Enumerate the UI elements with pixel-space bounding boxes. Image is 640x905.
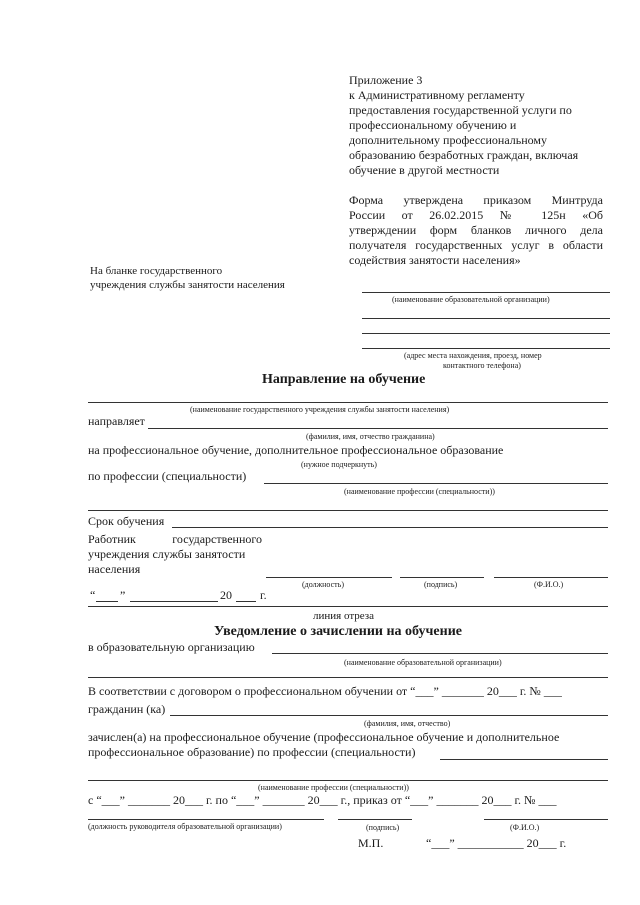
fio-short-line-2[interactable] — [484, 819, 608, 820]
to-org-line[interactable] — [272, 653, 608, 654]
address-line[interactable] — [362, 318, 610, 319]
appendix-line: Приложение 3 — [349, 73, 423, 87]
notification-title: Уведомление о зачислении на обучение — [214, 624, 462, 639]
citizen-line[interactable] — [170, 715, 608, 716]
signature-caption: (подпись) — [424, 580, 458, 589]
letterhead-line: учреждения службы занятости населения — [90, 279, 285, 291]
citizen-label: гражданин (ка) — [88, 702, 166, 716]
address-line[interactable] — [362, 348, 610, 349]
date-year-prefix: 20 — [220, 588, 232, 602]
edu-org-name-line[interactable] — [362, 292, 610, 293]
profession-extra-line[interactable] — [88, 510, 608, 511]
fio-caption: (фамилия, имя, отчество гражданина) — [306, 432, 435, 441]
position-line[interactable] — [266, 577, 392, 578]
date-quote-close: ” — [120, 588, 126, 602]
date-suffix: г. — [260, 588, 267, 602]
signature-line-2[interactable] — [338, 819, 412, 820]
referral-title: Направление на обучение — [262, 372, 426, 387]
fio-caption-2: (фамилия, имя, отчество) — [364, 719, 451, 728]
profession-caption-2: (наименование профессии (специальности)) — [258, 783, 409, 792]
fio-short-line[interactable] — [494, 577, 608, 578]
appendix-line: профессиональному обучению и — [349, 118, 517, 132]
worker-label: населения — [88, 562, 141, 576]
edu-org-name-caption-2: (наименование образовательной организации) — [344, 658, 502, 667]
profession-label: по профессии (специальности) — [88, 469, 247, 483]
institution-caption: (наименование государственного учреждения службы занятости населения) — [190, 405, 450, 414]
form-approval-line: утверждении форм бланков личного дела — [349, 223, 603, 237]
profession-caption: (наименование профессии (специальности)) — [344, 487, 495, 496]
address-caption: (адрес места нахождения, проезд, номер — [404, 351, 542, 360]
appendix-line: к Административному регламенту — [349, 88, 525, 102]
term-label: Срок обучения — [88, 514, 165, 528]
profession-line[interactable] — [264, 483, 608, 484]
form-approval-line: получателя государственных услуг в области — [349, 238, 603, 252]
date-day-line[interactable] — [96, 601, 118, 602]
profession-extra-line-2[interactable] — [88, 780, 608, 781]
worker-label: Работник государственного — [88, 532, 262, 546]
term-line[interactable] — [172, 527, 608, 528]
position-caption: (должность) — [302, 580, 344, 589]
signature-line[interactable] — [400, 577, 484, 578]
training-type-text: на профессиональное обучение, дополнительное профессиональное образование — [88, 443, 504, 457]
fio-short-caption-2: (Ф.И.О.) — [510, 823, 540, 832]
address-line[interactable] — [362, 333, 610, 334]
to-org-label: в образовательную организацию — [88, 640, 255, 654]
address-caption: контактного телефона) — [443, 361, 521, 370]
appendix-line: дополнительному профессиональному — [349, 133, 548, 147]
stamp-date: “___” ___________ 20___ г. — [426, 836, 567, 850]
profession-line-2[interactable] — [440, 759, 608, 760]
appendix-line: обучение в другой местности — [349, 163, 500, 177]
cut-line-label: линия отреза — [313, 610, 374, 622]
head-position-caption: (должность руководителя образовательной организации) — [88, 822, 282, 831]
contract-line: В соответствии с договором о профессиональном обучении от “___” _______ 20___ г. № ___ — [88, 684, 562, 698]
date-month-line[interactable] — [130, 601, 218, 602]
date-year-line[interactable] — [236, 601, 256, 602]
fio-short-caption: (Ф.И.О.) — [534, 580, 564, 589]
enrolled-text: профессиональное образование) по профессии (специальности) — [88, 745, 416, 759]
underline-caption: (нужное подчеркнуть) — [301, 460, 377, 469]
cut-line-rule — [88, 606, 608, 607]
form-approval-line: Форма утверждена приказом Минтруда — [349, 193, 603, 207]
signature-caption-2: (подпись) — [366, 823, 400, 832]
worker-label: учреждения службы занятости — [88, 547, 246, 561]
date-quote-open: “ — [90, 588, 96, 602]
appendix-line: образованию безработных граждан, включая — [349, 148, 579, 162]
letterhead-line: На бланке государственного — [90, 265, 223, 277]
institution-line[interactable] — [88, 402, 608, 403]
period-line: с “___” _______ 20___ г. по “___” _______ 20___ г., приказ от “___” _______ 20___ г. № ___ — [88, 793, 557, 807]
edu-org-name-caption: (наименование образовательной организации) — [392, 295, 550, 304]
directs-label: направляет — [88, 414, 145, 428]
form-approval-line: России от 26.02.2015 № 125н «Об — [349, 208, 603, 222]
to-org-extra-line[interactable] — [88, 677, 608, 678]
fio-line[interactable] — [148, 428, 608, 429]
stamp-label: М.П. — [358, 836, 384, 850]
form-approval-line: содействия занятости населения» — [349, 253, 521, 267]
appendix-line: предоставления государственной услуги по — [349, 103, 572, 117]
head-position-line[interactable] — [88, 819, 324, 820]
enrolled-text: зачислен(а) на профессиональное обучение (профессиональное обучение и дополнительное — [88, 730, 560, 744]
